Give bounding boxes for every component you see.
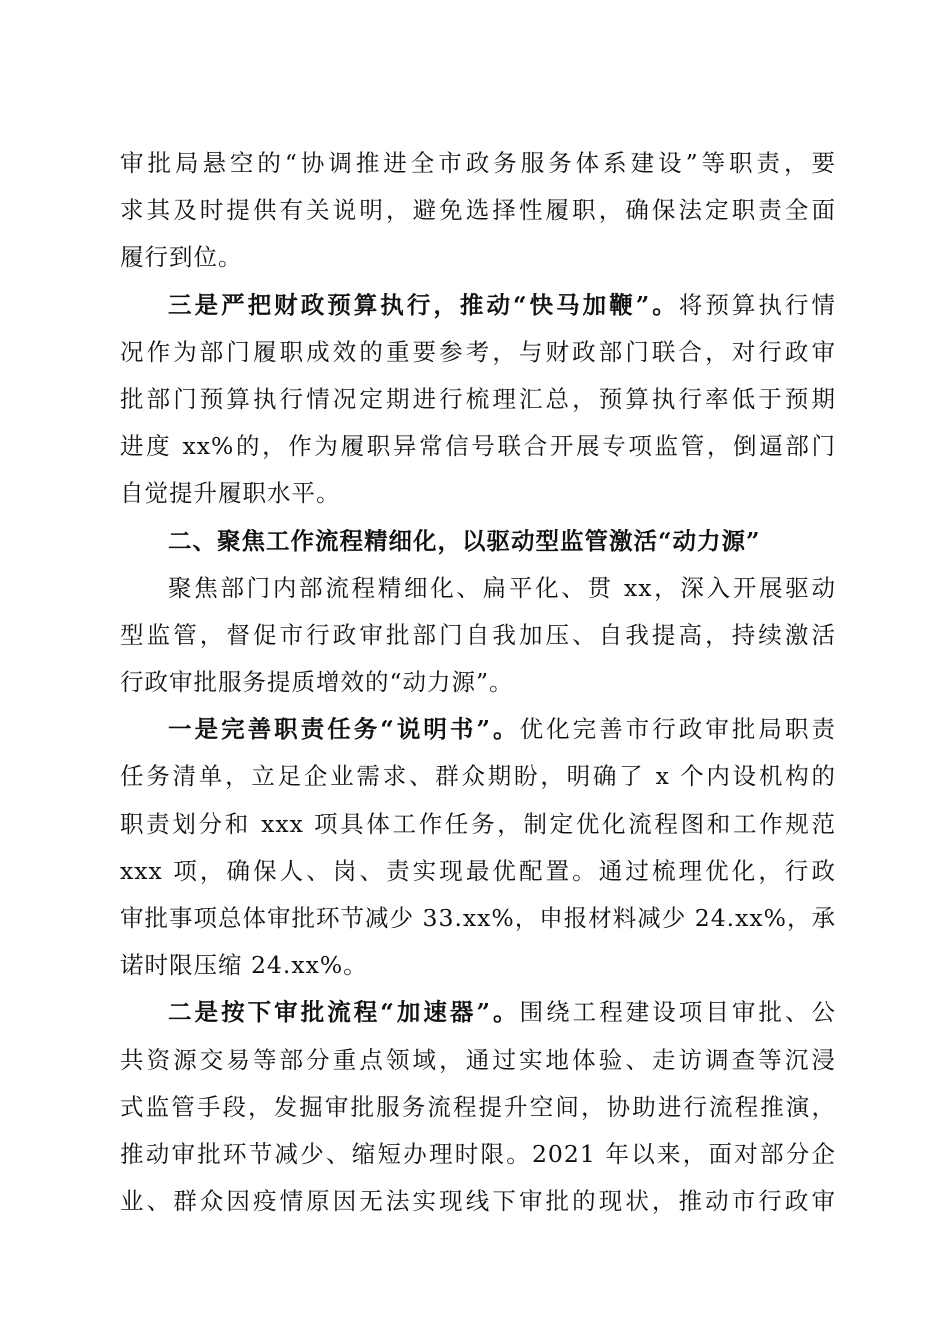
body-text [120, 140, 836, 1225]
paragraph-line: 聚焦部门内部流程精细化、扁平化、贯 xx，深入开展驱动 [168, 573, 836, 602]
paragraph-lead-rest: 将预算执行情 [678, 290, 836, 319]
paragraph-line: 行政审批服务提质增效的“动力源”。 [120, 668, 514, 697]
paragraph-line: 自觉提升履职水平。 [120, 479, 341, 508]
paragraph-line: 审批局悬空的“协调推进全市政务服务体系建设”等职责，要 [120, 149, 836, 177]
paragraph-lead-bold: 一是完善职责任务“说明书”。 [168, 715, 520, 744]
paragraph-line: xxx 项，确保人、岗、责实现最优配置。通过梳理优化，行政 [120, 856, 836, 885]
paragraph-lead-bold: 二是按下审批流程“加速器”。 [168, 998, 520, 1027]
paragraph-line: 进度 xx%的，作为履职异常信号联合开展专项监管，倒逼部门 [120, 432, 836, 461]
paragraph-lead-bold: 三是严把财政预算执行，推动“快马加鞭”。 [168, 290, 679, 319]
paragraph-line: 推动审批环节减少、缩短办理时限。2021 年以来，面对部分企 [120, 1139, 836, 1168]
paragraph-lead-rest: 围绕工程建设项目审批、公 [519, 998, 836, 1027]
paragraph-line: 任务清单，立足企业需求、群众期盼，明确了 x 个内设机构的 [120, 762, 836, 791]
section-heading: 二、聚焦工作流程精细化，以驱动型监管激活“动力源” [168, 526, 761, 555]
paragraph-line: 业、群众因疫情原因无法实现线下审批的现状，推动市行政审 [120, 1187, 836, 1216]
paragraph-line: 共资源交易等部分重点领域，通过实地体验、走访调查等沉浸 [120, 1045, 836, 1074]
paragraph-line: 求其及时提供有关说明，避免选择性履职，确保法定职责全面 [120, 196, 836, 225]
paragraph-line [120, 989, 836, 1036]
paragraph-line [120, 282, 836, 329]
paragraph-line: 况作为部门履职成效的重要参考，与财政部门联合，对行政审 [120, 337, 836, 366]
paragraph-line: 批部门预算执行情况定期进行梳理汇总，预算执行率低于预期 [120, 384, 836, 413]
paragraph-line: 职责划分和 xxx 项具体工作任务，制定优化流程图和工作规范 [120, 809, 836, 838]
paragraph-line: 型监管，督促市行政审批部门自我加压、自我提高，持续激活 [120, 620, 836, 649]
paragraph-line: 履行到位。 [120, 243, 243, 272]
paragraph-line: 诺时限压缩 24.xx%。 [120, 951, 368, 980]
paragraph-line: 审批事项总体审批环节减少 33.xx%，申报材料减少 24.xx%，承 [120, 904, 836, 932]
paragraph-line [120, 706, 836, 753]
paragraph-line: 式监管手段，发掘审批服务流程提升空间，协助进行流程推演， [120, 1092, 836, 1121]
paragraph-lead-rest: 优化完善市行政审批局职责 [519, 715, 836, 744]
